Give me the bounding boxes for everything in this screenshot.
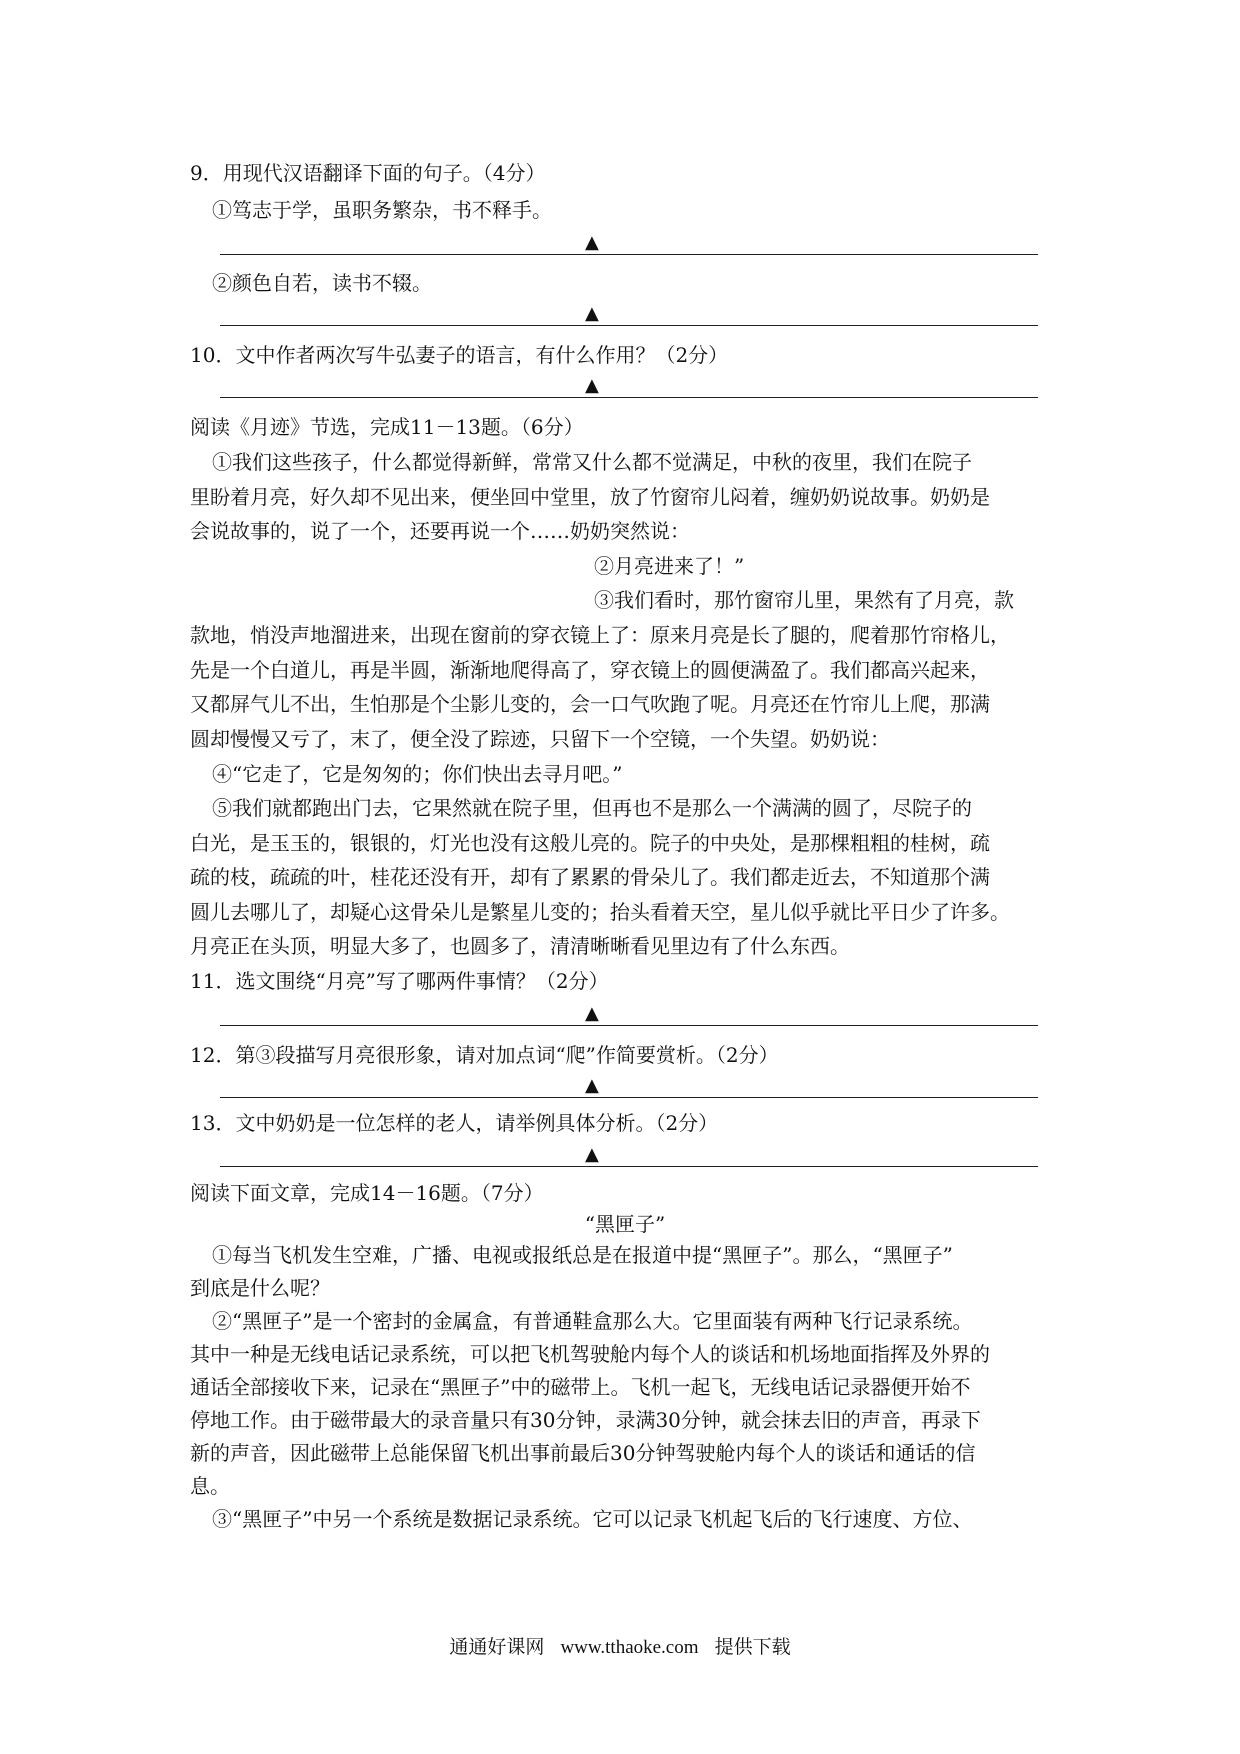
q11-title: 11．选文围绕“月亮”写了哪两件事情？（2分） <box>190 969 609 993</box>
reading2-line: 通话全部接收下来，记录在“黑匣子”中的磁带上。飞机一起飞，无线电话记录器便开始不 <box>190 1375 971 1399</box>
q9-answer-line-2[interactable] <box>220 303 1038 326</box>
reading1-line: 又都屏气儿不出，生怕那是个尘影儿变的，会一口气吹跑了呢。月亮还在竹帘儿上爬，那满 <box>190 692 990 716</box>
q9-sentence-2: ②颜色自若，读书不辍。 <box>212 271 432 295</box>
reading2-title: “黑匣子” <box>584 1212 666 1236</box>
q10-title: 10．文中作者两次写牛弘妻子的语言，有什么作用？（2分） <box>190 343 729 367</box>
answer-marker-icon: ▲ <box>585 375 599 396</box>
footer-url-link[interactable]: www.tthaoke.com <box>560 1637 699 1658</box>
reading1-line: ③我们看时，那竹窗帘儿里，果然有了月亮，款 <box>594 588 1014 612</box>
answer-marker-icon: ▲ <box>585 1144 599 1165</box>
reading2-line: 其中一种是无线电话记录系统，可以把飞机驾驶舱内每个人的谈话和机场地面指挥及外界的 <box>190 1342 990 1366</box>
reading1-line: 先是一个白道儿，再是半圆，渐渐地爬得高了，穿衣镜上的圆便满盈了。我们都高兴起来， <box>190 658 990 682</box>
footer-download-note: 提供下载 <box>714 1636 791 1658</box>
answer-marker-icon: ▲ <box>585 1003 599 1024</box>
reading2-line: ②“黑匣子”是一个密封的金属盒，有普通鞋盒那么大。它里面装有两种飞行记录系统。 <box>212 1309 973 1333</box>
reading1-line: 款地，悄没声地溜进来，出现在窗前的穿衣镜上了：原来月亮是长了腿的，爬着那竹帘格儿， <box>190 623 1010 647</box>
answer-marker-icon: ▲ <box>585 232 599 253</box>
reading2-line: ③“黑匣子”中另一个系统是数据记录系统。它可以记录飞机起飞后的飞行速度、方位、 <box>212 1507 973 1531</box>
q13-title: 13．文中奶奶是一位怎样的老人，请举例具体分析。（2分） <box>190 1111 719 1135</box>
reading1-line: ②月亮进来了！” <box>594 554 745 578</box>
q11-answer-line[interactable] <box>220 1003 1038 1026</box>
reading2-line: 到底是什么呢？ <box>190 1276 330 1300</box>
q9-title: 9．用现代汉语翻译下面的句子。（4分） <box>190 161 546 185</box>
reading1-line: 月亮正在头顶，明显大多了，也圆多了，清清晰晰看见里边有了什么东西。 <box>190 934 850 958</box>
reading1-line: 白光，是玉玉的，银银的，灯光也没有这般儿亮的。院子的中央处，是那棵粗粗的桂树，疏 <box>190 831 990 855</box>
answer-marker-icon: ▲ <box>585 1075 599 1096</box>
reading2-line: 息。 <box>190 1474 230 1498</box>
reading2-line: ①每当飞机发生空难，广播、电视或报纸总是在报道中提“黑匣子”。那么，“黑匣子” <box>212 1243 953 1267</box>
q12-title: 12．第③段描写月亮很形象，请对加点词“爬”作简要赏析。（2分） <box>190 1043 779 1067</box>
reading1-line: 会说故事的，说了一个，还要再说一个……奶奶突然说： <box>190 519 690 543</box>
reading1-line: 疏的枝，疏疏的叶，桂花还没有开，却有了累累的骨朵儿了。我们都走近去，不知道那个满 <box>190 865 990 889</box>
reading1-line: 里盼着月亮，好久却不见出来，便坐回中堂里，放了竹窗帘儿闷着，缠奶奶说故事。奶奶是 <box>190 485 990 509</box>
reading1-line: ①我们这些孩子，什么都觉得新鲜，常常又什么都不觉满足，中秋的夜里，我们在院子 <box>212 450 972 474</box>
q12-answer-line[interactable] <box>220 1075 1038 1098</box>
reading2-line: 新的声音，因此磁带上总能保留飞机出事前最后30分钟驾驶舱内每个人的谈话和通话的信 <box>190 1441 976 1465</box>
reading2-line: 停地工作。由于磁带最大的录音量只有30分钟，录满30分钟，就会抹去旧的声音，再录下 <box>190 1408 981 1432</box>
footer-site-name: 通通好课网 <box>449 1636 545 1658</box>
reading1-intro: 阅读《月迹》节选，完成11－13题。（6分） <box>190 415 584 439</box>
q9-answer-line-1[interactable] <box>220 232 1038 255</box>
reading2-intro: 阅读下面文章，完成14－16题。（7分） <box>190 1181 544 1205</box>
q10-answer-line[interactable] <box>220 375 1038 398</box>
page-footer <box>0 1632 1240 1663</box>
q9-sentence-1: ①笃志于学，虽职务繁杂，书不释手。 <box>212 198 552 222</box>
reading1-line: 圆儿去哪儿了，却疑心这骨朵儿是繁星儿变的；抬头看着天空，星儿似乎就比平日少了许多。 <box>190 900 1010 924</box>
answer-marker-icon: ▲ <box>585 303 599 324</box>
reading1-line: ⑤我们就都跑出门去，它果然就在院子里，但再也不是那么一个满满的圆了，尽院子的 <box>212 796 972 820</box>
reading1-line: ④“它走了，它是匆匆的；你们快出去寻月吧。” <box>212 762 623 786</box>
q13-answer-line[interactable] <box>220 1144 1038 1167</box>
reading1-line: 圆却慢慢又亏了，末了，便全没了踪迹，只留下一个空镜，一个失望。奶奶说： <box>190 727 890 751</box>
